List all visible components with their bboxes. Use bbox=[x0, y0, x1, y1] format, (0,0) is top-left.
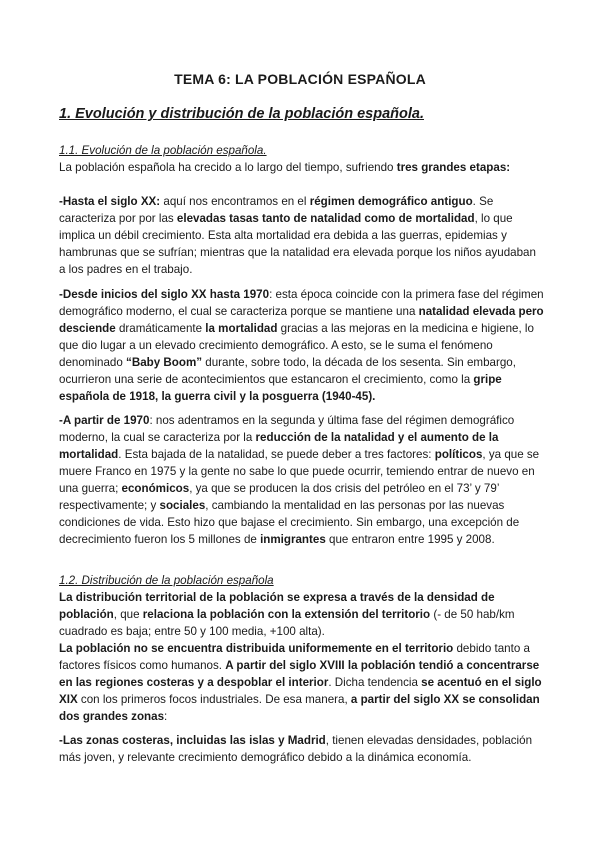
density-paragraph: La distribución territorial de la población se expresa a través de la densidad de población, que relaciona la población con la extensión del territorio (- de 50 hab/km cuadrado es baja; entre 50 y 100 media, +100 alta). bbox=[59, 591, 515, 638]
paragraph-stage-2: -Desde inicios del siglo XX hasta 1970: esta época coincide con la primera fase del régimen demográfico moderno, el cual se caracteriza porque se mantiene una natalidad elevada pero desciende dramáticamente la mortalidad gracias a las mejoras en la medicina e higiene, lo que dio lugar a un elevado crecimiento demográfico. A esto, se le suma el fenómeno denominado “Baby Boom” durante, sobre todo, la década de los sesenta. Sin embargo, ocurrieron una serie de acontecimientos que estancaron el crecimiento, como la gripe española de 1918, la guerra civil y la posguerra (1940-45). bbox=[59, 288, 544, 403]
page-title: TEMA 6: LA POBLACIÓN ESPAÑOLA bbox=[174, 71, 426, 87]
paragraph-coastal-zones: -Las zonas costeras, incluidas las islas y Madrid, tienen elevadas densidades, población más joven, y relevante crecimiento demográfico debido a la dinámica economía. bbox=[59, 734, 533, 764]
intro-paragraph: La población española ha crecido a lo largo del tiempo, sufriendo tres grandes etapas: bbox=[59, 161, 511, 174]
subsection-distribution bbox=[59, 572, 545, 725]
subsection-evolution bbox=[59, 142, 545, 176]
subsection-heading: 1.2. Distribución de la población española bbox=[59, 574, 274, 587]
subsection-heading: 1.1. Evolución de la población española. bbox=[59, 144, 267, 157]
paragraph-stage-3: -A partir de 1970: nos adentramos en la segunda y última fase del régimen demográfico moderno, la cual se caracteriza por la reducción de la natalidad y el aumento de la mortalidad. Esta bajada de la natalidad, se puede deber a tres factores: políticos, ya que se muere Franco en 1975 y la gente no sabe lo que puede ocurrir, temiendo entrar de nuevo en una guerra; económicos, ya que se producen la dos crisis del petróleo en el 73’ y 79’ respectivamente; y sociales, cambiando la mentalidad en las personas por las nuevas condiciones de vida. Esto hizo que bajase el crecimiento. Sin embargo, una excepción de decrecimiento fueron los 5 millones de inmigrantes que entraron entre 1995 y 2008. bbox=[59, 414, 540, 546]
section-heading: 1. Evolución y distribución de la población española. bbox=[59, 106, 424, 122]
paragraph-stage-1: -Hasta el siglo XX: aquí nos encontramos en el régimen demográfico antiguo. Se caracteriza por por las elevadas tasas tanto de natalidad como de mortalidad, lo que implica un débil crecimiento. Esta alta mortalidad era debida a las guerras, epidemias y hambrunas que se sufrían; mientras que la natalidad era elevada porque los niños ayudaban a los padres en el trabajo. bbox=[59, 195, 536, 276]
distribution-paragraph: La población no se encuentra distribuida uniformemente en el territorio debido tanto a factores físicos como humanos. A partir del siglo XVIII la población tendió a concentrarse en las regiones costeras y a despoblar el interior. Dicha tendencia se acentuó en el siglo XIX con los primeros focos industriales. De esa manera, a partir del siglo XX se consolidan dos grandes zonas: bbox=[59, 642, 542, 723]
